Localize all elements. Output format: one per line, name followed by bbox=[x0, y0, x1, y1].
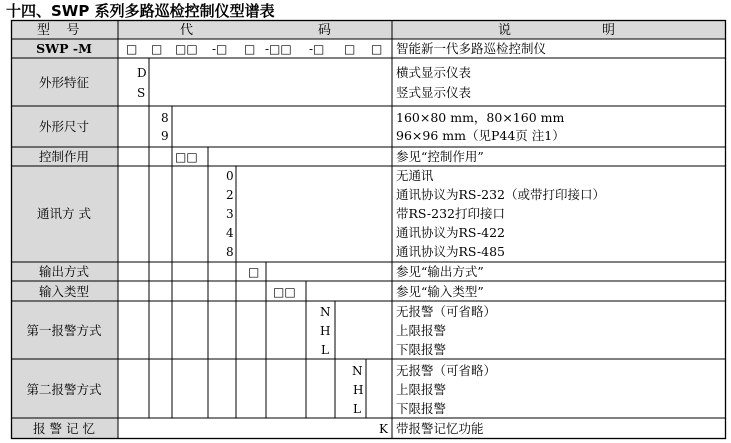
code-alarm2-L: L bbox=[353, 402, 361, 416]
header-code-right: 码 bbox=[318, 23, 332, 38]
code-comm-4: 4 bbox=[226, 226, 234, 240]
code-alarm1-L: L bbox=[321, 343, 329, 357]
code-K: K bbox=[379, 422, 388, 436]
desc-horizontal: 横式显示仪表 bbox=[396, 65, 472, 80]
svg-text:□: □ bbox=[244, 42, 256, 56]
desc-comm-0: 无通讯 bbox=[396, 168, 434, 183]
desc-vertical: 竖式显示仪表 bbox=[396, 85, 472, 100]
row-label-output: 输出方式 bbox=[38, 264, 90, 279]
row-label-control: 控制作用 bbox=[38, 149, 90, 164]
desc-comm-8: 通讯协议为RS-485 bbox=[396, 244, 506, 259]
desc-input: 参见“输入类型” bbox=[396, 284, 484, 299]
svg-text:□: □ bbox=[151, 42, 163, 56]
label-column-background bbox=[11, 39, 118, 439]
code-alarm2-H: H bbox=[353, 383, 364, 397]
code-comm-2: 2 bbox=[226, 188, 234, 202]
page-title: 十四、SWP 系列多路巡检控制仪型谱表 bbox=[6, 2, 275, 20]
code-comm-8: 8 bbox=[226, 245, 234, 259]
desc-alarm2-high: 上限报警 bbox=[396, 382, 447, 397]
desc-size-2: 96×96 mm（见P44页 注1） bbox=[396, 128, 565, 143]
desc-alarm2-none: 无报警（可省略） bbox=[396, 363, 497, 378]
table-border bbox=[12, 21, 726, 439]
code-control: □□ bbox=[175, 150, 198, 164]
row-label-alarm-2: 第二报警方式 bbox=[26, 382, 102, 397]
svg-text:-□: -□ bbox=[212, 42, 228, 56]
code-alarm1-H: H bbox=[320, 324, 331, 338]
code-output: □ bbox=[248, 265, 260, 279]
code-input: □□ bbox=[273, 285, 296, 299]
desc-control: 参见“控制作用” bbox=[396, 149, 484, 164]
desc-alarm-memory: 带报警记忆功能 bbox=[396, 421, 484, 436]
code-9: 9 bbox=[161, 129, 169, 143]
code-8: 8 bbox=[161, 111, 169, 125]
row-label-input: 输入类型 bbox=[38, 284, 90, 299]
row-label-appearance: 外形特征 bbox=[38, 75, 90, 90]
svg-text:-□: -□ bbox=[309, 42, 325, 56]
svg-text:□: □ bbox=[344, 42, 356, 56]
desc-comm-3: 带RS-232打印接口 bbox=[396, 206, 506, 221]
row-label-alarm-memory: 报 警 记 忆 bbox=[33, 421, 95, 436]
svg-text:□: □ bbox=[126, 42, 138, 56]
row-label-size: 外形尺寸 bbox=[38, 119, 90, 134]
code-alarm1-N: N bbox=[320, 305, 331, 319]
svg-text:□: □ bbox=[371, 42, 383, 56]
header-type: 型 号 bbox=[37, 23, 80, 38]
svg-text:-□□: -□□ bbox=[265, 42, 292, 56]
row-label-alarm-1: 第一报警方式 bbox=[26, 323, 102, 338]
code-comm-0: 0 bbox=[226, 169, 234, 183]
row-label-model: SWP -M bbox=[36, 41, 92, 56]
desc-alarm1-low: 下限报警 bbox=[396, 342, 447, 357]
code-alarm2-N: N bbox=[352, 364, 363, 378]
desc-size-1: 160×80 mm，80×160 mm bbox=[396, 110, 565, 125]
header-desc-right: 明 bbox=[602, 23, 616, 38]
desc-output: 参见“输出方式” bbox=[396, 264, 484, 279]
desc-alarm1-high: 上限报警 bbox=[396, 323, 447, 338]
row-label-communication: 通讯方 式 bbox=[37, 206, 91, 221]
desc-alarm2-low: 下限报警 bbox=[396, 401, 447, 416]
desc-alarm1-none: 无报警（可省略） bbox=[396, 304, 497, 319]
desc-comm-4: 通讯协议为RS-422 bbox=[396, 225, 506, 240]
code-column-dividers bbox=[149, 58, 366, 418]
desc-comm-2: 通讯协议为RS-232（或带打印接口） bbox=[396, 187, 606, 202]
code-S: S bbox=[137, 86, 146, 100]
header-code-left: 代 bbox=[180, 23, 194, 38]
code-comm-3: 3 bbox=[226, 207, 234, 221]
svg-text:□□: □□ bbox=[175, 42, 198, 56]
model-code-sequence bbox=[126, 42, 382, 56]
header-desc-left: 说 bbox=[498, 23, 512, 38]
desc-model: 智能新一代多路巡检控制仪 bbox=[396, 41, 547, 56]
code-D: D bbox=[137, 66, 147, 80]
